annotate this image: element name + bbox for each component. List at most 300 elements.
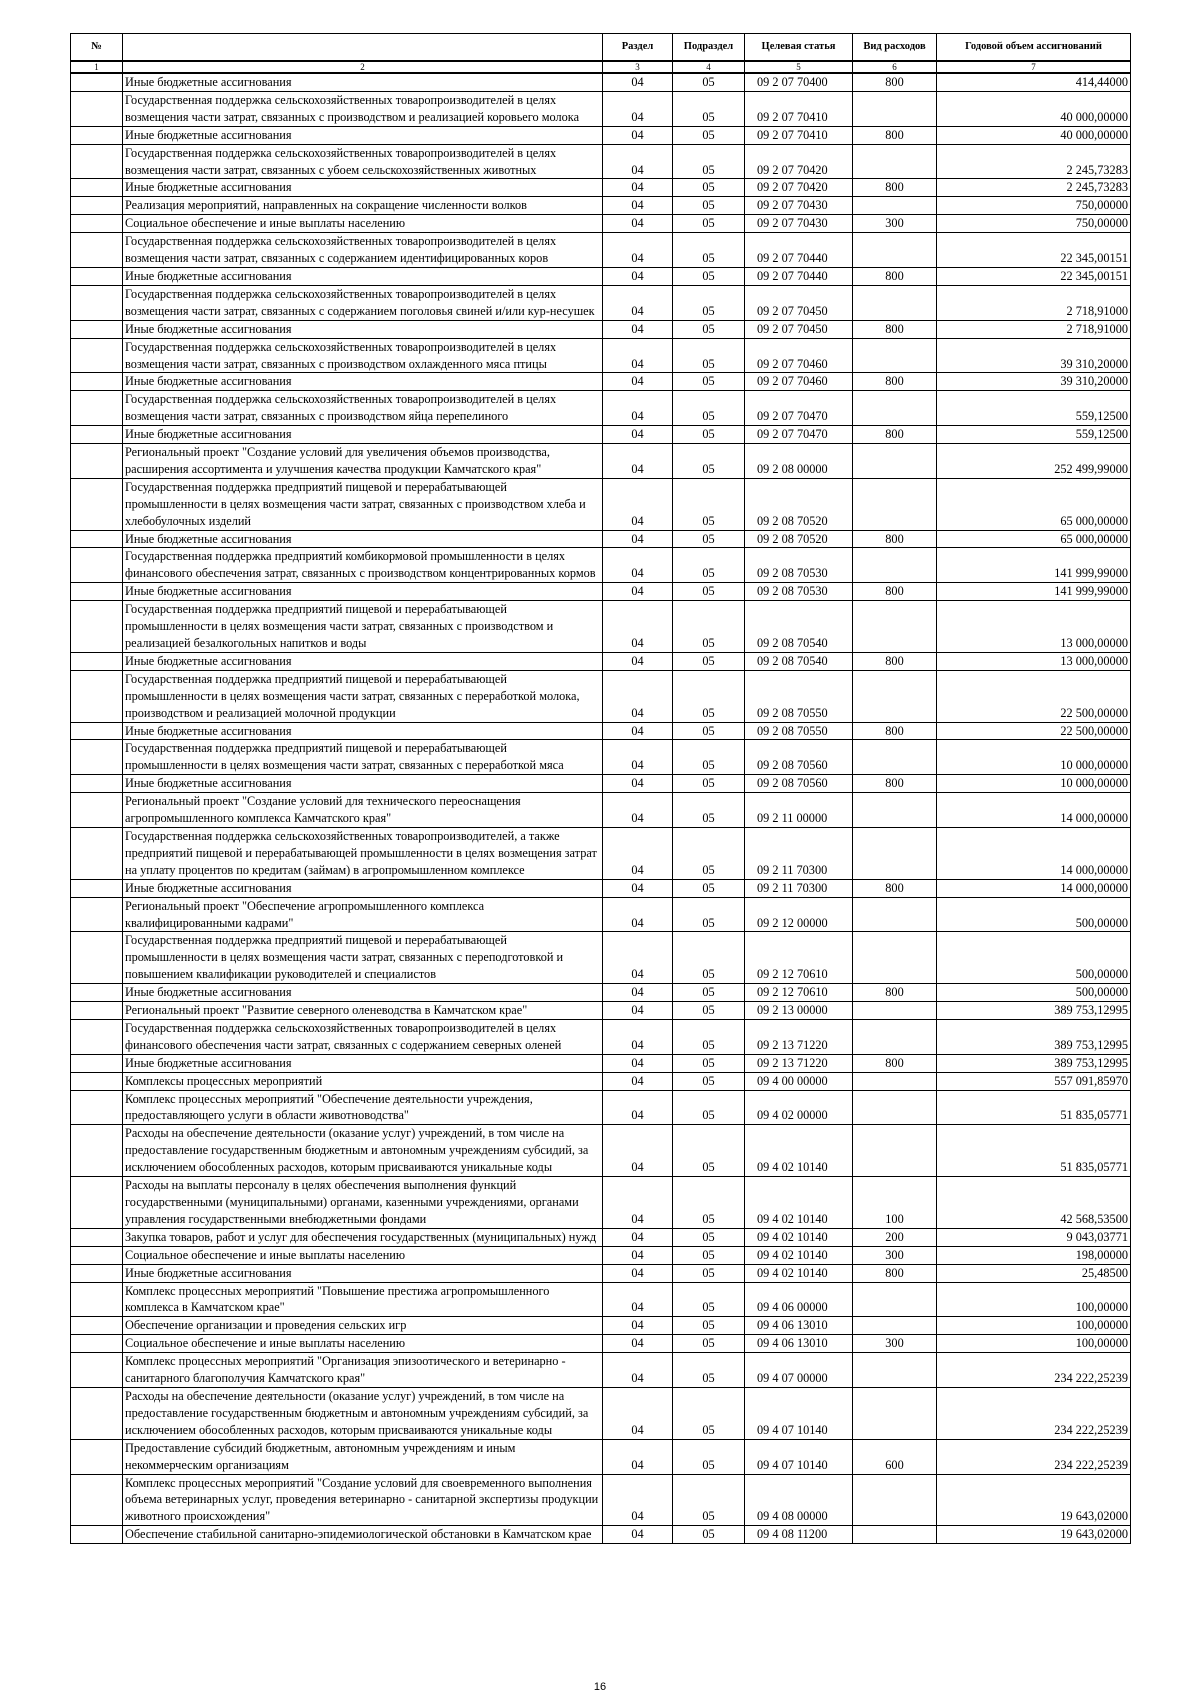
row-celevaya-statya-cell: 09 2 13 00000 bbox=[745, 1002, 853, 1020]
row-celevaya-statya-cell: 09 2 07 70410 bbox=[745, 126, 853, 144]
row-celevaya-statya-cell: 09 2 11 70300 bbox=[745, 879, 853, 897]
table-row bbox=[71, 144, 1131, 179]
row-number-cell bbox=[71, 197, 123, 215]
row-razdel-cell: 04 bbox=[603, 583, 673, 601]
row-podrazdel-cell: 05 bbox=[673, 1387, 745, 1439]
row-number-cell bbox=[71, 1526, 123, 1544]
row-vid-rashodov-cell bbox=[853, 285, 937, 320]
row-razdel-cell: 04 bbox=[603, 373, 673, 391]
row-godovoy-obem-cell: 500,00000 bbox=[937, 897, 1131, 932]
row-podrazdel-cell: 05 bbox=[673, 1228, 745, 1246]
row-godovoy-obem-cell: 65 000,00000 bbox=[937, 530, 1131, 548]
row-number-cell bbox=[71, 1335, 123, 1353]
row-vid-rashodov-cell: 100 bbox=[853, 1177, 937, 1229]
row-vid-rashodov-cell bbox=[853, 1526, 937, 1544]
row-podrazdel-cell: 05 bbox=[673, 1002, 745, 1020]
row-podrazdel-cell: 05 bbox=[673, 548, 745, 583]
row-razdel-cell: 04 bbox=[603, 775, 673, 793]
row-vid-rashodov-cell bbox=[853, 601, 937, 653]
row-celevaya-statya-cell: 09 2 07 70460 bbox=[745, 338, 853, 373]
table-row bbox=[71, 126, 1131, 144]
table-row bbox=[71, 1054, 1131, 1072]
row-celevaya-statya-cell: 09 2 08 70530 bbox=[745, 548, 853, 583]
table-row bbox=[71, 1264, 1131, 1282]
row-godovoy-obem-cell: 22 345,00151 bbox=[937, 233, 1131, 268]
row-podrazdel-cell: 05 bbox=[673, 426, 745, 444]
row-celevaya-statya-cell: 09 2 07 70440 bbox=[745, 267, 853, 285]
row-podrazdel-cell: 05 bbox=[673, 1282, 745, 1317]
row-razdel-cell: 04 bbox=[603, 548, 673, 583]
row-godovoy-obem-cell: 389 753,12995 bbox=[937, 1054, 1131, 1072]
row-name-cell: Расходы на обеспечение деятельности (оказание услуг) учреждений, в том числе на предоставление государственным бюджетным и автономным учреждениям субсидий, за исключением обособленных расходов, которым присваиваются уникальные коды bbox=[123, 1125, 603, 1177]
row-razdel-cell: 04 bbox=[603, 1317, 673, 1335]
row-razdel-cell: 04 bbox=[603, 444, 673, 479]
row-vid-rashodov-cell bbox=[853, 1387, 937, 1439]
row-podrazdel-cell: 05 bbox=[673, 1246, 745, 1264]
row-name-cell: Государственная поддержка предприятий пищевой и перерабатывающей промышленности в целях возмещения части затрат, связанных с переподготовкой и повышением квалификации руководителей и специалистов bbox=[123, 932, 603, 984]
row-celevaya-statya-cell: 09 2 07 70420 bbox=[745, 144, 853, 179]
row-vid-rashodov-cell: 800 bbox=[853, 1264, 937, 1282]
row-razdel-cell: 04 bbox=[603, 267, 673, 285]
row-number-cell bbox=[71, 1228, 123, 1246]
row-razdel-cell: 04 bbox=[603, 1019, 673, 1054]
row-vid-rashodov-cell: 800 bbox=[853, 126, 937, 144]
row-number-cell bbox=[71, 478, 123, 530]
header-podrazdel: Подраздел bbox=[673, 34, 745, 62]
row-podrazdel-cell: 05 bbox=[673, 1264, 745, 1282]
row-vid-rashodov-cell bbox=[853, 670, 937, 722]
table-row bbox=[71, 215, 1131, 233]
row-vid-rashodov-cell: 800 bbox=[853, 775, 937, 793]
row-godovoy-obem-cell: 500,00000 bbox=[937, 984, 1131, 1002]
row-name-cell: Государственная поддержка предприятий пищевой и перерабатывающей промышленности в целях возмещения части затрат, связанных с производством и реализацией безалкогольных напитков и воды bbox=[123, 601, 603, 653]
table-row bbox=[71, 1317, 1131, 1335]
row-vid-rashodov-cell bbox=[853, 548, 937, 583]
row-razdel-cell: 04 bbox=[603, 1353, 673, 1388]
table-row bbox=[71, 1246, 1131, 1264]
row-godovoy-obem-cell: 750,00000 bbox=[937, 197, 1131, 215]
row-name-cell: Расходы на выплаты персоналу в целях обеспечения выполнения функций государственными (муниципальными) органами, казенными учреждениями, органами управления государственными внебюджетными фондами bbox=[123, 1177, 603, 1229]
row-godovoy-obem-cell: 14 000,00000 bbox=[937, 879, 1131, 897]
row-number-cell bbox=[71, 373, 123, 391]
row-celevaya-statya-cell: 09 2 08 70550 bbox=[745, 722, 853, 740]
row-podrazdel-cell: 05 bbox=[673, 1335, 745, 1353]
row-name-cell: Предоставление субсидий бюджетным, автономным учреждениям и иным некоммерческим организациям bbox=[123, 1439, 603, 1474]
row-podrazdel-cell: 05 bbox=[673, 740, 745, 775]
row-vid-rashodov-cell: 800 bbox=[853, 652, 937, 670]
row-podrazdel-cell: 05 bbox=[673, 444, 745, 479]
row-godovoy-obem-cell: 14 000,00000 bbox=[937, 793, 1131, 828]
row-number-cell bbox=[71, 1353, 123, 1388]
row-number-cell bbox=[71, 1246, 123, 1264]
column-number-row bbox=[71, 61, 1131, 73]
table-row bbox=[71, 1125, 1131, 1177]
row-razdel-cell: 04 bbox=[603, 233, 673, 268]
row-godovoy-obem-cell: 500,00000 bbox=[937, 932, 1131, 984]
table-row bbox=[71, 1353, 1131, 1388]
header-razdel: Раздел bbox=[603, 34, 673, 62]
row-godovoy-obem-cell: 234 222,25239 bbox=[937, 1387, 1131, 1439]
row-celevaya-statya-cell: 09 2 08 70560 bbox=[745, 740, 853, 775]
row-number-cell bbox=[71, 1019, 123, 1054]
row-podrazdel-cell: 05 bbox=[673, 722, 745, 740]
row-razdel-cell: 04 bbox=[603, 320, 673, 338]
row-vid-rashodov-cell: 800 bbox=[853, 373, 937, 391]
row-celevaya-statya-cell: 09 2 08 00000 bbox=[745, 444, 853, 479]
row-number-cell bbox=[71, 1474, 123, 1526]
row-vid-rashodov-cell bbox=[853, 1019, 937, 1054]
row-podrazdel-cell: 05 bbox=[673, 827, 745, 879]
table-row bbox=[71, 1282, 1131, 1317]
row-vid-rashodov-cell: 800 bbox=[853, 530, 937, 548]
row-celevaya-statya-cell: 09 2 11 00000 bbox=[745, 793, 853, 828]
row-godovoy-obem-cell: 234 222,25239 bbox=[937, 1439, 1131, 1474]
row-name-cell: Государственная поддержка сельскохозяйственных товаропроизводителей, а также предприятий пищевой и перерабатывающей промышленности в целях возмещения затрат на уплату процентов по кредитам (займам) в агропромышленном комплексе bbox=[123, 827, 603, 879]
table-row bbox=[71, 73, 1131, 91]
row-godovoy-obem-cell: 141 999,99000 bbox=[937, 583, 1131, 601]
row-godovoy-obem-cell: 39 310,20000 bbox=[937, 338, 1131, 373]
row-podrazdel-cell: 05 bbox=[673, 530, 745, 548]
row-vid-rashodov-cell bbox=[853, 740, 937, 775]
row-vid-rashodov-cell: 800 bbox=[853, 583, 937, 601]
row-number-cell bbox=[71, 444, 123, 479]
row-name-cell: Государственная поддержка сельскохозяйственных товаропроизводителей в целях возмещения части затрат, связанных с производством и реализацией коровьего молока bbox=[123, 91, 603, 126]
row-vid-rashodov-cell bbox=[853, 444, 937, 479]
row-celevaya-statya-cell: 09 2 08 70520 bbox=[745, 478, 853, 530]
row-podrazdel-cell: 05 bbox=[673, 267, 745, 285]
row-celevaya-statya-cell: 09 2 07 70450 bbox=[745, 320, 853, 338]
row-vid-rashodov-cell bbox=[853, 1002, 937, 1020]
table-row bbox=[71, 1439, 1131, 1474]
row-number-cell bbox=[71, 91, 123, 126]
row-number-cell bbox=[71, 338, 123, 373]
row-godovoy-obem-cell: 10 000,00000 bbox=[937, 740, 1131, 775]
row-number-cell bbox=[71, 320, 123, 338]
row-name-cell: Иные бюджетные ассигнования bbox=[123, 984, 603, 1002]
row-podrazdel-cell: 05 bbox=[673, 652, 745, 670]
row-name-cell: Иные бюджетные ассигнования bbox=[123, 530, 603, 548]
row-number-cell bbox=[71, 1387, 123, 1439]
row-razdel-cell: 04 bbox=[603, 897, 673, 932]
header-vid-rashodov: Вид расходов bbox=[853, 34, 937, 62]
row-godovoy-obem-cell: 2 245,73283 bbox=[937, 144, 1131, 179]
row-celevaya-statya-cell: 09 4 07 10140 bbox=[745, 1439, 853, 1474]
row-vid-rashodov-cell: 800 bbox=[853, 73, 937, 91]
row-godovoy-obem-cell: 252 499,99000 bbox=[937, 444, 1131, 479]
row-podrazdel-cell: 05 bbox=[673, 391, 745, 426]
row-razdel-cell: 04 bbox=[603, 1387, 673, 1439]
table-row bbox=[71, 1177, 1131, 1229]
row-number-cell bbox=[71, 1282, 123, 1317]
header-celevaya-statya: Целевая статья bbox=[745, 34, 853, 62]
row-number-cell bbox=[71, 285, 123, 320]
row-vid-rashodov-cell bbox=[853, 338, 937, 373]
row-razdel-cell: 04 bbox=[603, 1054, 673, 1072]
header-name bbox=[123, 34, 603, 62]
header-row bbox=[71, 34, 1131, 62]
row-podrazdel-cell: 05 bbox=[673, 897, 745, 932]
row-razdel-cell: 04 bbox=[603, 478, 673, 530]
row-celevaya-statya-cell: 09 4 08 00000 bbox=[745, 1474, 853, 1526]
row-godovoy-obem-cell: 100,00000 bbox=[937, 1317, 1131, 1335]
table-row bbox=[71, 320, 1131, 338]
row-number-cell bbox=[71, 530, 123, 548]
row-name-cell: Иные бюджетные ассигнования bbox=[123, 775, 603, 793]
row-number-cell bbox=[71, 897, 123, 932]
row-podrazdel-cell: 05 bbox=[673, 179, 745, 197]
row-name-cell: Иные бюджетные ассигнования bbox=[123, 1264, 603, 1282]
row-name-cell: Иные бюджетные ассигнования bbox=[123, 179, 603, 197]
row-name-cell: Государственная поддержка сельскохозяйственных товаропроизводителей в целях возмещения части затрат, связанных с убоем сельскохозяйственных животных bbox=[123, 144, 603, 179]
row-celevaya-statya-cell: 09 2 08 70540 bbox=[745, 652, 853, 670]
row-podrazdel-cell: 05 bbox=[673, 1177, 745, 1229]
table-row bbox=[71, 1474, 1131, 1526]
row-name-cell: Иные бюджетные ассигнования bbox=[123, 583, 603, 601]
row-godovoy-obem-cell: 100,00000 bbox=[937, 1282, 1131, 1317]
budget-table bbox=[70, 33, 1131, 1544]
column-number: 6 bbox=[853, 61, 937, 73]
row-celevaya-statya-cell: 09 2 07 70410 bbox=[745, 91, 853, 126]
row-razdel-cell: 04 bbox=[603, 1072, 673, 1090]
row-vid-rashodov-cell bbox=[853, 1474, 937, 1526]
column-number: 7 bbox=[937, 61, 1131, 73]
table-row bbox=[71, 652, 1131, 670]
row-vid-rashodov-cell bbox=[853, 827, 937, 879]
row-number-cell bbox=[71, 740, 123, 775]
row-godovoy-obem-cell: 559,12500 bbox=[937, 426, 1131, 444]
header-godovoy-obem: Годовой объем ассигнований bbox=[937, 34, 1131, 62]
row-number-cell bbox=[71, 144, 123, 179]
row-name-cell: Комплекс процессных мероприятий "Обеспечение деятельности учреждения, предоставляющего услуги в области животноводства" bbox=[123, 1090, 603, 1125]
row-podrazdel-cell: 05 bbox=[673, 1474, 745, 1526]
row-number-cell bbox=[71, 601, 123, 653]
column-number: 3 bbox=[603, 61, 673, 73]
table-row bbox=[71, 827, 1131, 879]
row-celevaya-statya-cell: 09 2 13 71220 bbox=[745, 1054, 853, 1072]
row-number-cell bbox=[71, 984, 123, 1002]
row-celevaya-statya-cell: 09 2 07 70440 bbox=[745, 233, 853, 268]
row-razdel-cell: 04 bbox=[603, 1474, 673, 1526]
row-godovoy-obem-cell: 22 500,00000 bbox=[937, 722, 1131, 740]
row-razdel-cell: 04 bbox=[603, 338, 673, 373]
row-celevaya-statya-cell: 09 4 02 10140 bbox=[745, 1246, 853, 1264]
row-podrazdel-cell: 05 bbox=[673, 91, 745, 126]
row-number-cell bbox=[71, 233, 123, 268]
row-godovoy-obem-cell: 22 345,00151 bbox=[937, 267, 1131, 285]
row-razdel-cell: 04 bbox=[603, 144, 673, 179]
row-name-cell: Комплексы процессных мероприятий bbox=[123, 1072, 603, 1090]
row-number-cell bbox=[71, 722, 123, 740]
row-podrazdel-cell: 05 bbox=[673, 775, 745, 793]
row-podrazdel-cell: 05 bbox=[673, 1019, 745, 1054]
row-vid-rashodov-cell bbox=[853, 932, 937, 984]
row-razdel-cell: 04 bbox=[603, 1439, 673, 1474]
column-number: 2 bbox=[123, 61, 603, 73]
row-razdel-cell: 04 bbox=[603, 285, 673, 320]
table-row bbox=[71, 426, 1131, 444]
row-razdel-cell: 04 bbox=[603, 179, 673, 197]
table-row bbox=[71, 793, 1131, 828]
row-number-cell bbox=[71, 1125, 123, 1177]
row-godovoy-obem-cell: 40 000,00000 bbox=[937, 91, 1131, 126]
table-row bbox=[71, 1072, 1131, 1090]
table-row bbox=[71, 391, 1131, 426]
row-razdel-cell: 04 bbox=[603, 1002, 673, 1020]
row-godovoy-obem-cell: 39 310,20000 bbox=[937, 373, 1131, 391]
row-number-cell bbox=[71, 1002, 123, 1020]
table-row bbox=[71, 670, 1131, 722]
row-vid-rashodov-cell bbox=[853, 1090, 937, 1125]
row-name-cell: Государственная поддержка предприятий пищевой и перерабатывающей промышленности в целях возмещения части затрат, связанных с производством хлеба и хлебобулочных изделий bbox=[123, 478, 603, 530]
table-row bbox=[71, 601, 1131, 653]
row-podrazdel-cell: 05 bbox=[673, 879, 745, 897]
row-celevaya-statya-cell: 09 2 07 70470 bbox=[745, 391, 853, 426]
table-row bbox=[71, 879, 1131, 897]
row-razdel-cell: 04 bbox=[603, 793, 673, 828]
row-razdel-cell: 04 bbox=[603, 1177, 673, 1229]
budget-sheet bbox=[70, 33, 1130, 1544]
row-name-cell: Комплекс процессных мероприятий "Создание условий для своевременного выполнения объема ветеринарных услуг, проведения ветеринарно - санитарной экспертизы продукции животного происхождения" bbox=[123, 1474, 603, 1526]
row-name-cell: Комплекс процессных мероприятий "Повышение престижа агропромышленного комплекса в Камчатском крае" bbox=[123, 1282, 603, 1317]
row-celevaya-statya-cell: 09 4 00 00000 bbox=[745, 1072, 853, 1090]
row-vid-rashodov-cell: 300 bbox=[853, 1246, 937, 1264]
row-vid-rashodov-cell: 600 bbox=[853, 1439, 937, 1474]
row-celevaya-statya-cell: 09 2 08 70540 bbox=[745, 601, 853, 653]
row-godovoy-obem-cell: 14 000,00000 bbox=[937, 827, 1131, 879]
row-name-cell: Иные бюджетные ассигнования bbox=[123, 267, 603, 285]
row-celevaya-statya-cell: 09 2 08 70560 bbox=[745, 775, 853, 793]
row-razdel-cell: 04 bbox=[603, 879, 673, 897]
row-podrazdel-cell: 05 bbox=[673, 1353, 745, 1388]
row-number-cell bbox=[71, 1072, 123, 1090]
row-vid-rashodov-cell bbox=[853, 1353, 937, 1388]
row-podrazdel-cell: 05 bbox=[673, 233, 745, 268]
row-celevaya-statya-cell: 09 4 06 13010 bbox=[745, 1335, 853, 1353]
row-vid-rashodov-cell bbox=[853, 144, 937, 179]
table-row bbox=[71, 179, 1131, 197]
table-row bbox=[71, 722, 1131, 740]
table-row bbox=[71, 338, 1131, 373]
row-celevaya-statya-cell: 09 4 02 10140 bbox=[745, 1264, 853, 1282]
header-num: № bbox=[71, 34, 123, 62]
row-celevaya-statya-cell: 09 2 12 70610 bbox=[745, 984, 853, 1002]
row-razdel-cell: 04 bbox=[603, 1246, 673, 1264]
row-razdel-cell: 04 bbox=[603, 391, 673, 426]
row-vid-rashodov-cell bbox=[853, 478, 937, 530]
row-celevaya-statya-cell: 09 4 07 00000 bbox=[745, 1353, 853, 1388]
row-name-cell: Государственная поддержка сельскохозяйственных товаропроизводителей в целях финансового обеспечения части затрат, связанных с содержанием северных оленей bbox=[123, 1019, 603, 1054]
row-name-cell: Иные бюджетные ассигнования bbox=[123, 879, 603, 897]
row-podrazdel-cell: 05 bbox=[673, 1317, 745, 1335]
row-number-cell bbox=[71, 1264, 123, 1282]
row-vid-rashodov-cell: 800 bbox=[853, 1054, 937, 1072]
row-godovoy-obem-cell: 10 000,00000 bbox=[937, 775, 1131, 793]
row-godovoy-obem-cell: 557 091,85970 bbox=[937, 1072, 1131, 1090]
row-vid-rashodov-cell bbox=[853, 391, 937, 426]
row-razdel-cell: 04 bbox=[603, 722, 673, 740]
row-godovoy-obem-cell: 51 835,05771 bbox=[937, 1090, 1131, 1125]
table-row bbox=[71, 1019, 1131, 1054]
row-razdel-cell: 04 bbox=[603, 73, 673, 91]
row-razdel-cell: 04 bbox=[603, 670, 673, 722]
row-vid-rashodov-cell bbox=[853, 233, 937, 268]
row-godovoy-obem-cell: 100,00000 bbox=[937, 1335, 1131, 1353]
row-number-cell bbox=[71, 1439, 123, 1474]
row-celevaya-statya-cell: 09 2 08 70520 bbox=[745, 530, 853, 548]
row-number-cell bbox=[71, 548, 123, 583]
row-godovoy-obem-cell: 414,44000 bbox=[937, 73, 1131, 91]
row-razdel-cell: 04 bbox=[603, 652, 673, 670]
table-row bbox=[71, 1090, 1131, 1125]
row-podrazdel-cell: 05 bbox=[673, 1526, 745, 1544]
row-celevaya-statya-cell: 09 4 06 13010 bbox=[745, 1317, 853, 1335]
row-godovoy-obem-cell: 234 222,25239 bbox=[937, 1353, 1131, 1388]
row-celevaya-statya-cell: 09 2 07 70470 bbox=[745, 426, 853, 444]
row-number-cell bbox=[71, 1054, 123, 1072]
row-podrazdel-cell: 05 bbox=[673, 478, 745, 530]
table-row bbox=[71, 583, 1131, 601]
row-number-cell bbox=[71, 1177, 123, 1229]
column-number: 4 bbox=[673, 61, 745, 73]
row-number-cell bbox=[71, 652, 123, 670]
row-razdel-cell: 04 bbox=[603, 426, 673, 444]
row-vid-rashodov-cell: 800 bbox=[853, 722, 937, 740]
table-row bbox=[71, 740, 1131, 775]
row-number-cell bbox=[71, 179, 123, 197]
row-name-cell: Региональный проект "Создание условий для увеличения объемов производства, расширения ассортимента и улучшения качества продукции Камчатского края" bbox=[123, 444, 603, 479]
row-name-cell: Региональный проект "Создание условий для технического переоснащения агропромышленного комплекса Камчатского края" bbox=[123, 793, 603, 828]
row-godovoy-obem-cell: 40 000,00000 bbox=[937, 126, 1131, 144]
table-row bbox=[71, 1335, 1131, 1353]
table-row bbox=[71, 775, 1131, 793]
row-godovoy-obem-cell: 9 043,03771 bbox=[937, 1228, 1131, 1246]
row-godovoy-obem-cell: 750,00000 bbox=[937, 215, 1131, 233]
row-godovoy-obem-cell: 42 568,53500 bbox=[937, 1177, 1131, 1229]
row-name-cell: Иные бюджетные ассигнования bbox=[123, 722, 603, 740]
row-podrazdel-cell: 05 bbox=[673, 1054, 745, 1072]
row-podrazdel-cell: 05 bbox=[673, 373, 745, 391]
column-number: 1 bbox=[71, 61, 123, 73]
row-number-cell bbox=[71, 775, 123, 793]
row-vid-rashodov-cell bbox=[853, 197, 937, 215]
row-celevaya-statya-cell: 09 2 07 70430 bbox=[745, 197, 853, 215]
table-body bbox=[71, 73, 1131, 1544]
row-podrazdel-cell: 05 bbox=[673, 320, 745, 338]
row-name-cell: Региональный проект "Обеспечение агропромышленного комплекса квалифицированными кадрами" bbox=[123, 897, 603, 932]
row-vid-rashodov-cell: 800 bbox=[853, 879, 937, 897]
row-vid-rashodov-cell bbox=[853, 1072, 937, 1090]
row-razdel-cell: 04 bbox=[603, 740, 673, 775]
row-godovoy-obem-cell: 198,00000 bbox=[937, 1246, 1131, 1264]
table-row bbox=[71, 285, 1131, 320]
row-celevaya-statya-cell: 09 2 07 70450 bbox=[745, 285, 853, 320]
row-godovoy-obem-cell: 19 643,02000 bbox=[937, 1474, 1131, 1526]
table-row bbox=[71, 1002, 1131, 1020]
row-vid-rashodov-cell: 800 bbox=[853, 320, 937, 338]
row-celevaya-statya-cell: 09 4 02 10140 bbox=[745, 1228, 853, 1246]
row-vid-rashodov-cell bbox=[853, 1125, 937, 1177]
row-podrazdel-cell: 05 bbox=[673, 285, 745, 320]
row-podrazdel-cell: 05 bbox=[673, 601, 745, 653]
table-row bbox=[71, 444, 1131, 479]
row-celevaya-statya-cell: 09 4 02 10140 bbox=[745, 1125, 853, 1177]
row-name-cell: Государственная поддержка сельскохозяйственных товаропроизводителей в целях возмещения части затрат, связанных с производством яйца перепелиного bbox=[123, 391, 603, 426]
row-name-cell: Расходы на обеспечение деятельности (оказание услуг) учреждений, в том числе на предоставление государственным бюджетным и автономным учреждениям субсидий, за исключением обособленных расходов, которым присваиваются уникальные коды bbox=[123, 1387, 603, 1439]
row-number-cell bbox=[71, 670, 123, 722]
row-podrazdel-cell: 05 bbox=[673, 670, 745, 722]
table-row bbox=[71, 1526, 1131, 1544]
row-number-cell bbox=[71, 793, 123, 828]
